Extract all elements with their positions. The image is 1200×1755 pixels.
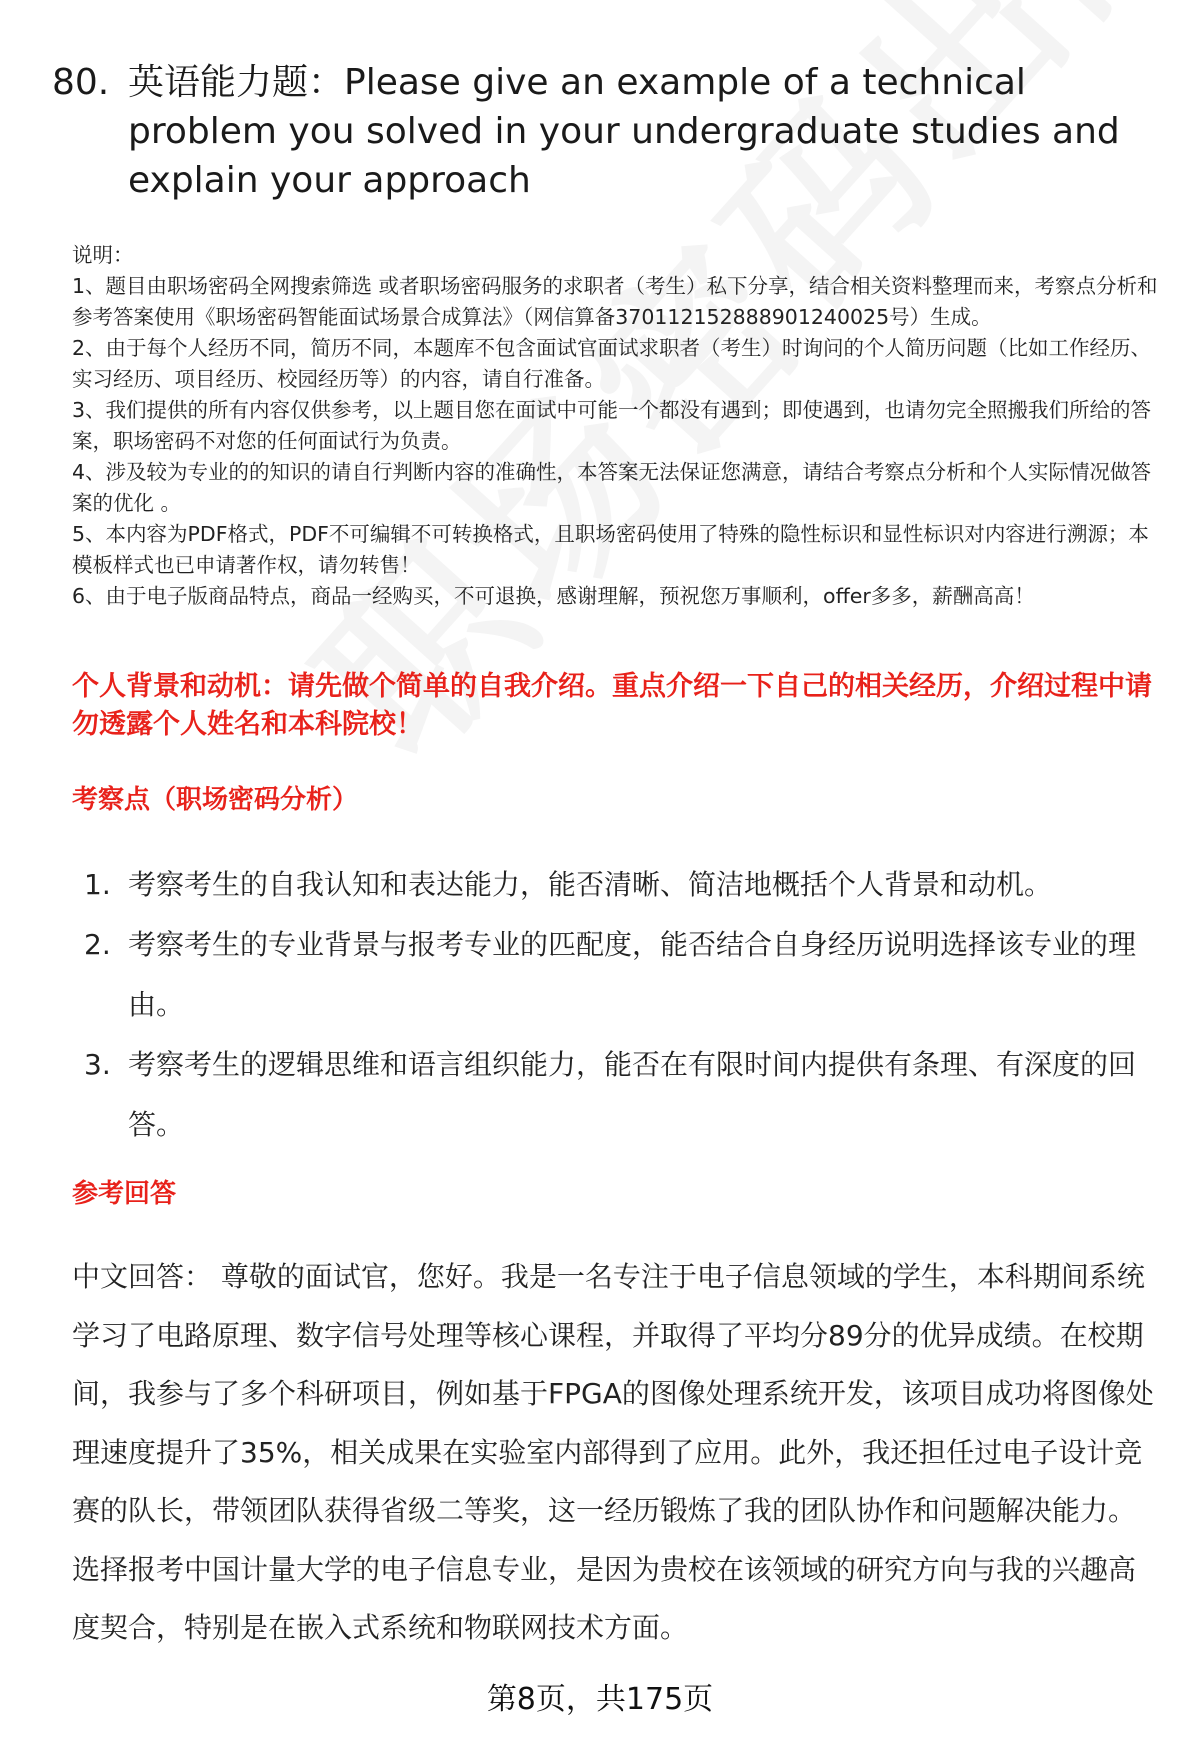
note-item: 1、题目由职场密码全网搜索筛选 或者职场密码服务的求职者（考生）私下分享，结合相关资料整理而来，考察点分析和参考答案使用《职场密码智能面试场景合成算法》（网信算备370112152888901240025号）生成。	[72, 274, 1158, 329]
analysis-point	[84, 1035, 1164, 1155]
analysis-point	[84, 915, 1164, 1035]
analysis-point	[84, 855, 1164, 915]
analysis-points	[84, 855, 1164, 1155]
point-number: 1.	[84, 868, 111, 901]
analysis-heading: 考察点（职场密码分析）	[72, 785, 359, 815]
question-header	[52, 58, 1162, 205]
note-item: 6、由于电子版商品特点，商品一经购买，不可退换，感谢理解，预祝您万事顺利，offer多多，薪酬高高！	[72, 584, 1035, 608]
background-prompt: 个人背景和动机：请先做个简单的自我介绍。重点介绍一下自己的相关经历，介绍过程中请勿透露个人姓名和本科院校！	[72, 671, 1152, 740]
reference-answer	[72, 1248, 1157, 1658]
point-text: 考察考生的专业背景与报考专业的匹配度，能否结合自身经历说明选择该专业的理由。	[128, 928, 1137, 1021]
note-item: 4、涉及较为专业的的知识的请自行判断内容的准确性，本答案无法保证您满意，请结合考察点分析和个人实际情况做答案的优化 。	[72, 460, 1152, 515]
question-number: 80.	[52, 62, 110, 103]
reference-heading: 参考回答	[72, 1179, 177, 1209]
note-item: 2、由于每个人经历不同，简历不同，本题库不包含面试官面试求职者（考生）时询问的个人简历问题（比如工作经历、实习经历、项目经历、校园经历等）的内容，请自行准备。	[72, 336, 1152, 391]
note-item: 3、我们提供的所有内容仅供参考，以上题目您在面试中可能一个都没有遇到；即使遇到，也请勿完全照搬我们所给的答案，职场密码不对您的任何面试行为负责。	[72, 398, 1152, 453]
question-title: 英语能力题：Please give an example of a technical problem you solved in your undergraduate studies and explain your approach	[128, 62, 1120, 201]
point-text: 考察考生的逻辑思维和语言组织能力，能否在有限时间内提供有条理、有深度的回答。	[128, 1048, 1137, 1141]
page-footer: 第8页，共175页	[486, 1682, 714, 1717]
notes-section	[72, 240, 1162, 612]
point-text: 考察考生的自我认知和表达能力，能否清晰、简洁地概括个人背景和动机。	[128, 868, 1053, 901]
point-number: 3.	[84, 1048, 111, 1081]
notes-heading: 说明：	[72, 243, 134, 267]
point-number: 2.	[84, 928, 111, 961]
note-item: 5、本内容为PDF格式，PDF不可编辑不可转换格式，且职场密码使用了特殊的隐性标识和显性标识对内容进行溯源；本模板样式也已申请著作权，请勿转售！	[72, 522, 1149, 577]
reference-answer-text: 中文回答： 尊敬的面试官，您好。我是一名专注于电子信息领域的学生，本科期间系统学习了电路原理、数字信号处理等核心课程，并取得了平均分89分的优异成绩。在校期间，我参与了多个科研项目，例如基于FPGA的图像处理系统开发，该项目成功将图像处理速度提升了35%，相关成果在实验室内部得到了应用。此外，我还担任过电子设计竞赛的队长，带领团队获得省级二等奖，这一经历锻炼了我的团队协作和问题解决能力。选择报考中国计量大学的电子信息专业，是因为贵校在该领域的研究方向与我的兴趣高度契合，特别是在嵌入式系统和物联网技术方面。	[72, 1260, 1154, 1644]
